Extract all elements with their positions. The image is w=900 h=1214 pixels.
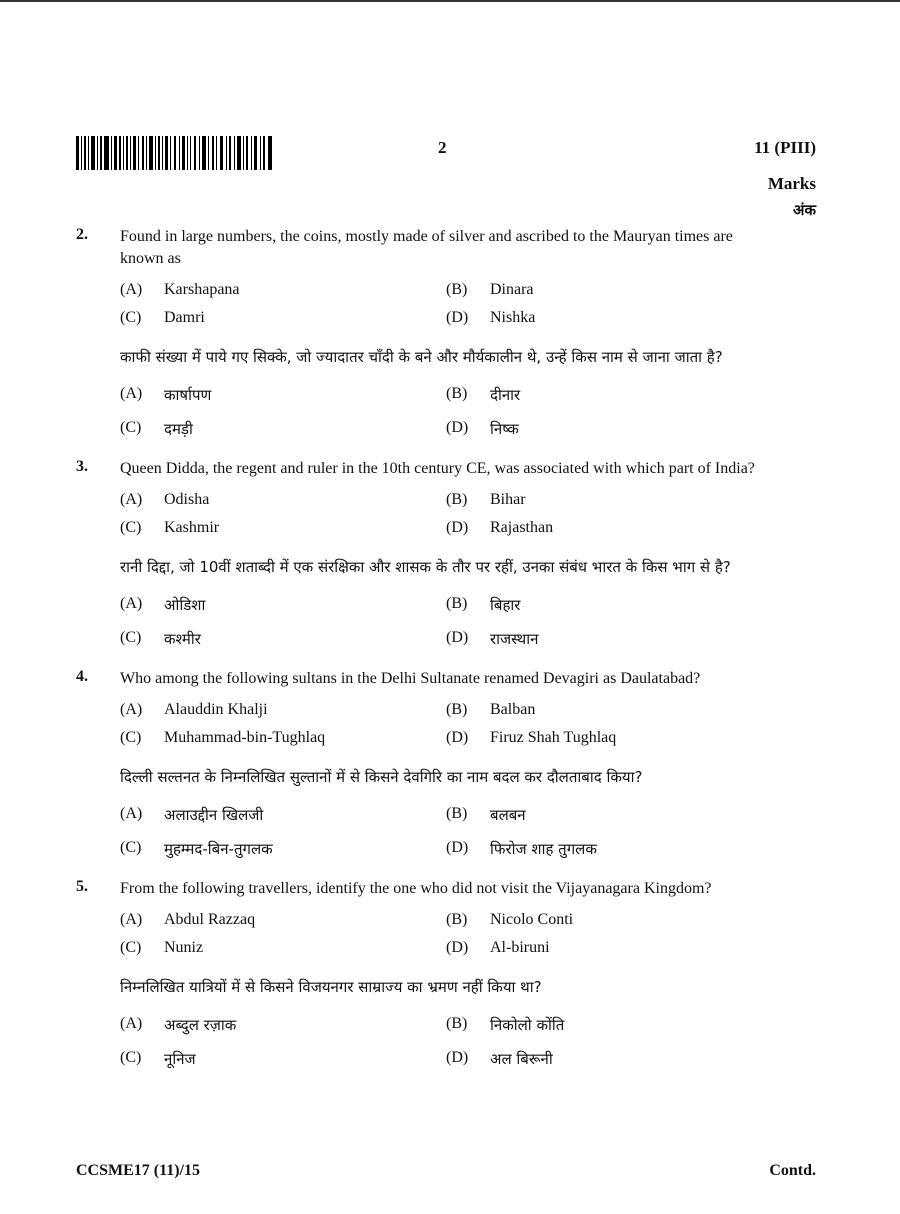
option-d-hi: (D) अल बिरूनी [446, 1049, 553, 1068]
option-d-hi: (D) निष्क [446, 419, 519, 438]
options-en [120, 276, 776, 332]
option-a-hi: (A) ओडिशा [120, 595, 206, 614]
option-b: (B) Balban [446, 701, 536, 718]
option-b-hi: (B) निकोलो कोंति [446, 1015, 565, 1034]
page-number: 2 [438, 138, 447, 157]
option-a-hi: (A) कार्षापण [120, 385, 212, 404]
option-a: (A) Abdul Razzaq [120, 911, 256, 928]
question-number: 2. [76, 226, 88, 243]
option-a-hi: (A) अब्दुल रज़ाक [120, 1015, 237, 1034]
question-text-en: Queen Didda, the regent and ruler in the 10th century CE, was associated with which part of India? [120, 460, 755, 477]
questions-list [76, 226, 776, 1088]
option-b-hi: (B) बिहार [446, 595, 521, 614]
options-hi [120, 798, 776, 866]
footer-contd: Contd. [769, 1162, 816, 1179]
option-c: (C) Kashmir [120, 519, 220, 536]
option-a: (A) Karshapana [120, 281, 240, 298]
options-hi [120, 378, 776, 446]
question-text-hi: काफी संख्या में पाये गए सिक्के, जो ज्यादातर चाँदी के बने और मौर्यकालीन थे, उन्हें किस नाम से जाना जाता है? [120, 348, 723, 366]
question-3 [76, 458, 776, 656]
options-en [120, 696, 776, 752]
option-a: (A) Alauddin Khalji [120, 701, 268, 718]
option-a: (A) Odisha [120, 491, 210, 508]
option-d: (D) Firuz Shah Tughlaq [446, 729, 617, 746]
option-d: (D) Al-biruni [446, 939, 550, 956]
option-c-hi: (C) कश्मीर [120, 629, 201, 648]
option-c-hi: (C) नूनिज [120, 1049, 196, 1068]
option-d: (D) Nishka [446, 309, 536, 326]
question-text-en: From the following travellers, identify the one who did not visit the Vijayanagara Kingdom? [120, 880, 712, 897]
option-b: (B) Bihar [446, 491, 526, 508]
question-text-hi: रानी दिद्दा, जो 10वीं शताब्दी में एक संरक्षिका और शासक के तौर पर रहीं, उनका संबंध भारत के किस भाग से है? [120, 558, 731, 576]
question-2 [76, 226, 776, 446]
option-a-hi: (A) अलाउद्दीन खिलजी [120, 805, 264, 824]
footer-code: CCSME17 (11)/15 [76, 1162, 200, 1179]
options-en [120, 906, 776, 962]
options-en [120, 486, 776, 542]
question-text-hi: निम्नलिखित यात्रियों में से किसने विजयनगर साम्राज्य का भ्रमण नहीं किया था? [120, 978, 542, 996]
question-5 [76, 878, 776, 1076]
option-d: (D) Rajasthan [446, 519, 554, 536]
option-d-hi: (D) फिरोज शाह तुगलक [446, 839, 597, 858]
question-text-en: Found in large numbers, the coins, mostly made of silver and ascribed to the Mauryan times are known as [120, 228, 733, 267]
option-d-hi: (D) राजस्थान [446, 629, 539, 648]
option-c: (C) Nuniz [120, 939, 204, 956]
question-number: 4. [76, 668, 88, 685]
question-text-en: Who among the following sultans in the Delhi Sultanate renamed Devagiri as Daulatabad? [120, 670, 701, 687]
option-c: (C) Muhammad-bin-Tughlaq [120, 729, 326, 746]
option-c: (C) Damri [120, 309, 205, 326]
option-c-hi: (C) दमड़ी [120, 419, 193, 438]
marks-heading: Marks [767, 174, 816, 193]
option-b-hi: (B) बलबन [446, 805, 526, 824]
question-4 [76, 668, 776, 866]
barcode-image [76, 136, 272, 170]
question-number: 5. [76, 878, 88, 895]
paper-code: 11 (PIII) [754, 138, 816, 157]
options-hi [120, 1008, 776, 1076]
option-b-hi: (B) दीनार [446, 385, 521, 404]
options-hi [120, 588, 776, 656]
question-number: 3. [76, 458, 88, 475]
top-border-line [0, 0, 900, 2]
option-b: (B) Nicolo Conti [446, 911, 574, 928]
option-c-hi: (C) मुहम्मद-बिन-तुगलक [120, 839, 273, 858]
marks-heading-hindi: अंक [793, 201, 816, 219]
option-b: (B) Dinara [446, 281, 534, 298]
question-text-hi: दिल्ली सल्तनत के निम्नलिखित सुल्तानों में से किसने देवगिरि का नाम बदल कर दौलताबाद किया? [120, 768, 643, 786]
